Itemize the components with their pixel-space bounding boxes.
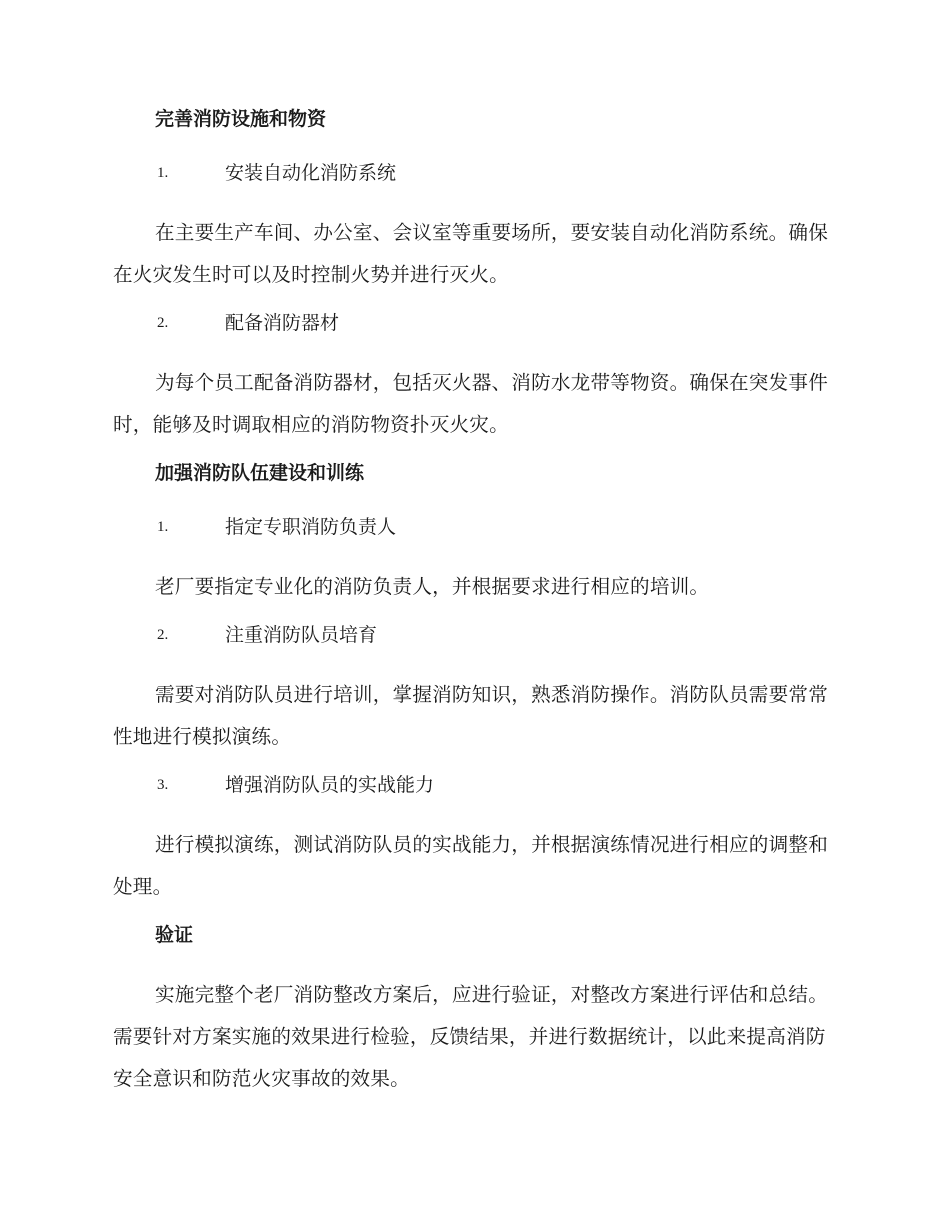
paragraph: 实施完整个老厂消防整改方案后，应进行验证，对整改方案进行评估和总结。需要针对方案实施的效果进行检验，反馈结果，并进行数据统计，以此来提高消防安全意识和防范火灾事故的效果。 <box>113 983 828 1090</box>
list-item <box>113 620 833 650</box>
list-item-text: 指定专职消防负责人 <box>225 516 397 538</box>
paragraph: 进行模拟演练，测试消防队员的实战能力，并根据演练情况进行相应的调整和处理。 <box>113 833 828 898</box>
list-item <box>113 308 833 338</box>
paragraph: 在主要生产车间、办公室、会议室等重要场所，要安装自动化消防系统。确保在火灾发生时可以及时控制火势并进行灭火。 <box>113 221 828 286</box>
list-item <box>113 512 833 542</box>
list-item <box>113 158 833 188</box>
section-heading-facilities: 完善消防设施和物资 <box>155 108 327 130</box>
list-item-text: 注重消防队员培育 <box>225 624 378 646</box>
list-item-number: 2. <box>157 627 169 643</box>
list-item-number: 1. <box>157 165 169 181</box>
list-item <box>113 770 833 800</box>
paragraph: 需要对消防队员进行培训，掌握消防知识，熟悉消防操作。消防队员需要常常性地进行模拟演练。 <box>113 683 828 748</box>
list-item-number: 1. <box>157 519 169 535</box>
list-item-text: 安装自动化消防系统 <box>225 162 397 184</box>
list-item-text: 增强消防队员的实战能力 <box>225 774 435 796</box>
paragraph: 老厂要指定专业化的消防负责人，并根据要求进行相应的培训。 <box>155 575 710 598</box>
section-heading-team: 加强消防队伍建设和训练 <box>155 462 365 484</box>
paragraph: 为每个员工配备消防器材，包括灭火器、消防水龙带等物资。确保在突发事件时，能够及时调取相应的消防物资扑灭火灾。 <box>113 371 828 436</box>
list-item-number: 3. <box>157 777 169 793</box>
section-heading-verification: 验证 <box>155 924 194 946</box>
list-item-number: 2. <box>157 315 169 331</box>
list-item-text: 配备消防器材 <box>225 312 340 334</box>
document-page <box>113 104 833 1112</box>
